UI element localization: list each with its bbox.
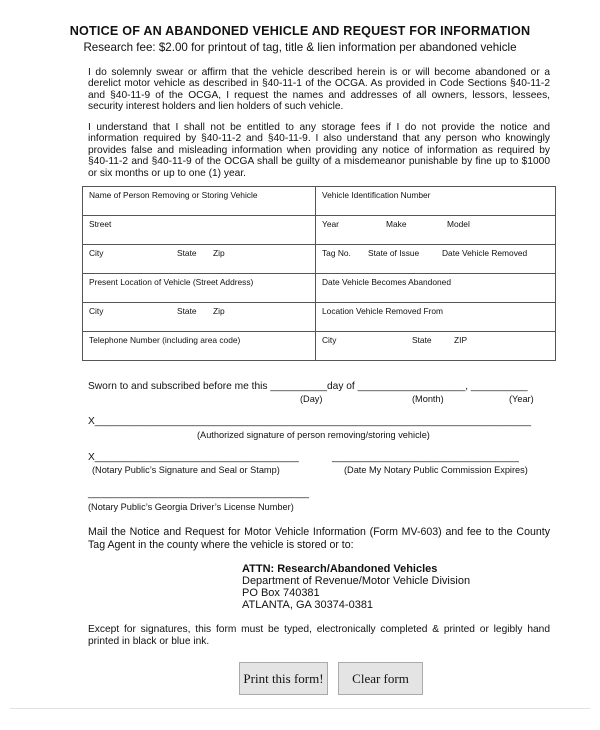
vin-field[interactable] <box>316 187 556 216</box>
field-label: Date Vehicle Becomes Abandoned <box>322 277 451 287</box>
zip-label: ZIP <box>454 335 468 345</box>
date-abandoned-field[interactable] <box>316 274 556 303</box>
drivers-license-line[interactable]: _______________________________________ <box>88 488 309 499</box>
notary-signature-caption: (Notary Public’s Signature and Seal or Stamp) <box>92 465 280 475</box>
commission-expiry-line[interactable]: _________________________________ <box>332 452 519 463</box>
state-label: State <box>177 248 197 258</box>
page-divider <box>10 708 590 709</box>
clear-form-button[interactable]: Clear form <box>338 662 423 695</box>
field-label: Vehicle Identification Number <box>322 190 431 200</box>
field-label: Street <box>89 219 112 229</box>
day-caption: (Day) <box>300 394 323 404</box>
research-fee-subtitle: Research fee: $2.00 for printout of tag, title & lien information per abandoned vehicle <box>83 41 517 54</box>
city-label: City <box>322 335 337 345</box>
authorized-signature-caption: (Authorized signature of person removing/storing vehicle) <box>197 430 430 440</box>
state-of-issue-label: State of Issue <box>368 248 420 258</box>
year-label: Year <box>322 219 339 229</box>
authorized-signature-line[interactable]: X_____________________________________________________________________________ <box>88 416 532 427</box>
present-location-field[interactable] <box>83 274 316 303</box>
city-label: City <box>89 248 104 258</box>
affirmation-paragraph: I do solemnly swear or affirm that the vehicle described herein is or will become abandoned or a derelict motor vehicle as described in §40-11-1 of the OCGA. As provided in Code Sections §40-11-2 and §40-11-9 of the OCGA, I request the names and addresses of all owners, lessors, lessees, security interest holders and lien holders of such vehicle. <box>88 67 550 113</box>
tag-no-label: Tag No. <box>322 248 351 258</box>
understanding-paragraph: I understand that I shall not be entitled to any storage fees if I do not provide the notice and information required by §40-11-2 and §40-11-9. I also understand that any person who knowingly provides false and misleading information when providing any notice of information as required by §40-11-2 and §40-11-9 of the OCGA shall be guilty of a misdemeanor punishable by fine up to $1000 or six months or up to one (1) year. <box>88 122 550 179</box>
signature-note: Except for signatures, this form must be typed, electronically completed & printed or legibly hand printed in black or blue ink. <box>88 624 550 647</box>
address-department: Department of Revenue/Motor Vehicle Division <box>242 575 471 587</box>
person-name-field[interactable] <box>83 187 316 216</box>
mail-instructions: Mail the Notice and Request for Motor Vehicle Information (Form MV-603) and fee to the County Tag Agent in the county where the vehicle is stored or to: <box>88 526 550 551</box>
field-label: Name of Person Removing or Storing Vehicle <box>89 190 258 200</box>
sworn-line[interactable]: Sworn to and subscribed before me this __________day of ___________________, __________ <box>88 381 528 392</box>
address-attn: ATTN: Research/Abandoned Vehicles <box>242 563 438 575</box>
field-label: Location Vehicle Removed From <box>322 306 444 316</box>
notary-signature-line[interactable]: X____________________________________ <box>88 452 299 463</box>
state-label: State <box>412 335 432 345</box>
model-label: Model <box>447 219 470 229</box>
field-label: Present Location of Vehicle (Street Address) <box>89 277 254 287</box>
commission-expiry-caption: (Date My Notary Public Commission Expires) <box>344 465 528 475</box>
field-label: Telephone Number (including area code) <box>89 335 241 345</box>
make-label: Make <box>386 219 407 229</box>
location-city-state-zip-field[interactable] <box>83 303 316 332</box>
year-caption: (Year) <box>509 394 534 404</box>
month-caption: (Month) <box>412 394 444 404</box>
location-removed-from-field[interactable] <box>316 303 556 332</box>
zip-label: Zip <box>213 248 225 258</box>
city-state-zip-field[interactable] <box>83 245 316 274</box>
print-form-button[interactable]: Print this form! <box>239 662 328 695</box>
removed-from-city-state-zip-field[interactable] <box>316 332 556 361</box>
address-po-box: PO Box 740381 <box>242 587 320 599</box>
telephone-field[interactable] <box>83 332 316 361</box>
state-label: State <box>177 306 197 316</box>
vehicle-info-table <box>82 186 556 361</box>
tag-info-field[interactable] <box>316 245 556 274</box>
zip-label: Zip <box>213 306 225 316</box>
address-city: ATLANTA, GA 30374-0381 <box>242 599 374 611</box>
date-removed-label: Date Vehicle Removed <box>442 248 528 258</box>
form-title: NOTICE OF AN ABANDONED VEHICLE AND REQUEST FOR INFORMATION <box>69 24 531 38</box>
year-make-model-field[interactable] <box>316 216 556 245</box>
street-field[interactable] <box>83 216 316 245</box>
drivers-license-caption: (Notary Public’s Georgia Driver’s License Number) <box>88 502 294 512</box>
city-label: City <box>89 306 104 316</box>
